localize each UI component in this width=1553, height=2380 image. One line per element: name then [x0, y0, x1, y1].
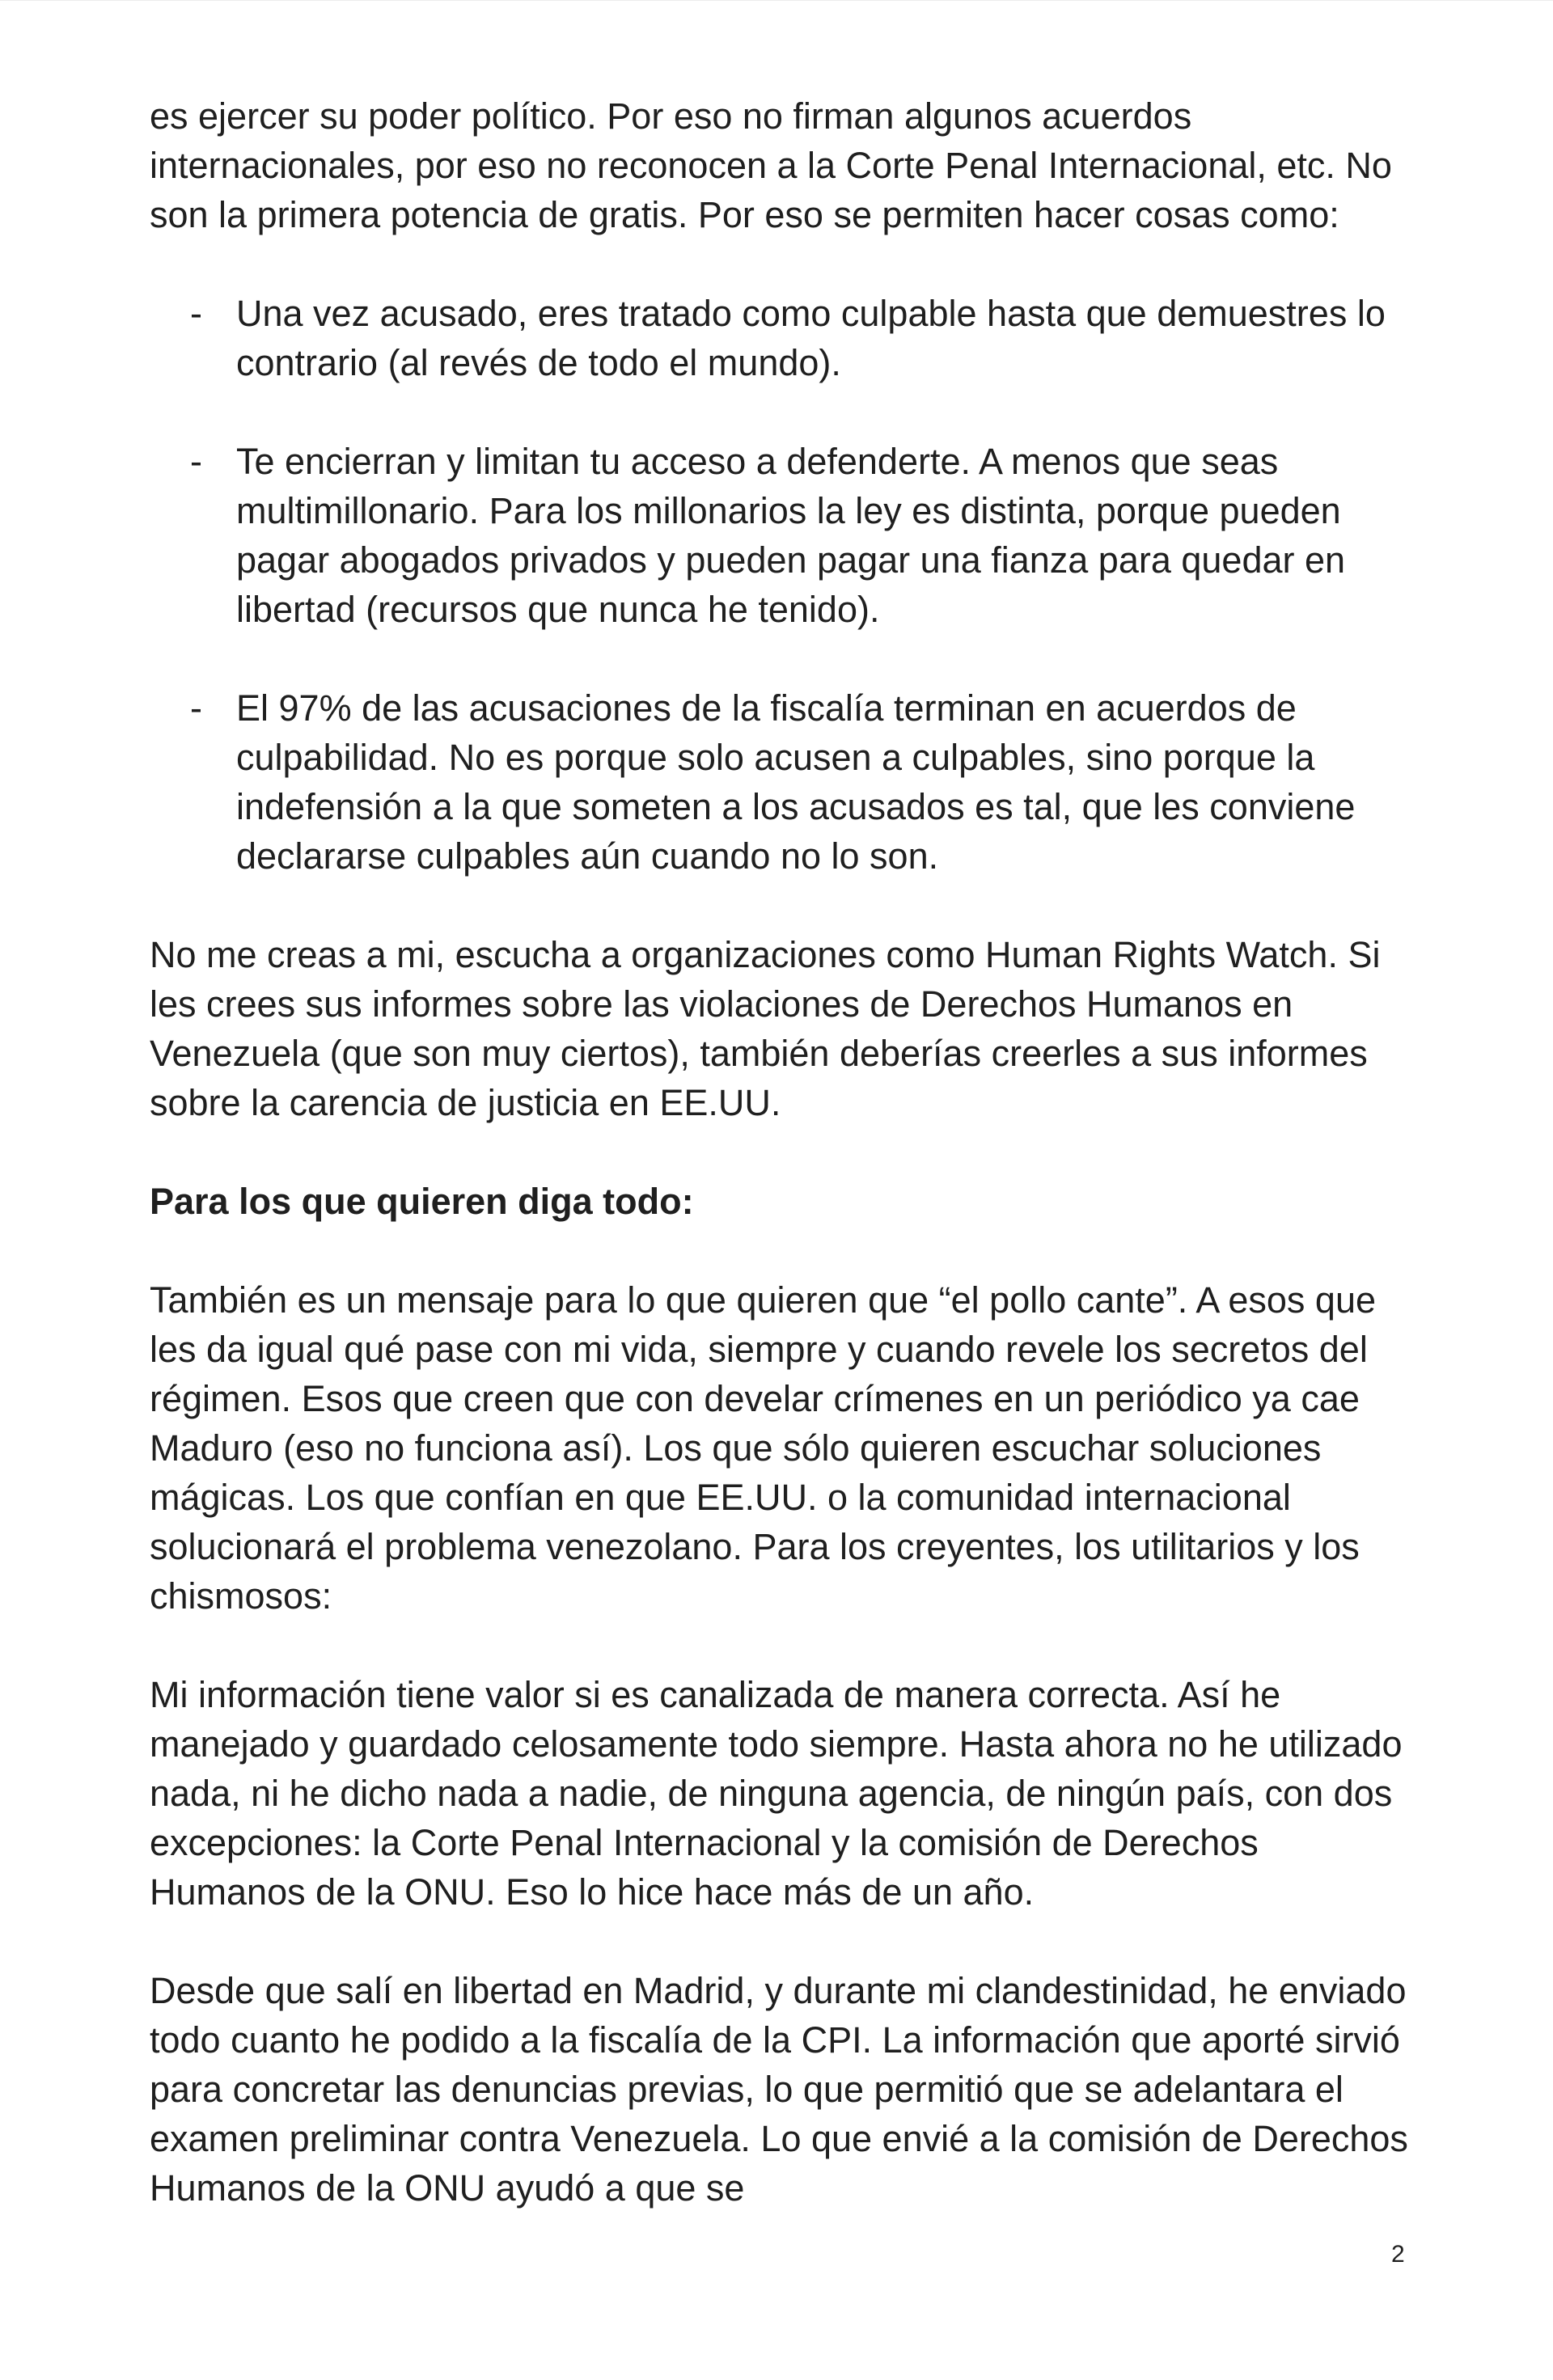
list-item: [150, 289, 1411, 387]
paragraph-human-rights-watch: No me creas a mi, escucha a organizaciones como Human Rights Watch. Si les crees sus informes sobre las violaciones de Derechos Humanos en Venezuela (que son muy ciertos), también deberías creerles a sus informes sobre la carencia de justicia en EE.UU.: [150, 934, 1381, 1123]
paragraph-pollo-cante: También es un mensaje para lo que quieren que “el pollo cante”. A esos que les da igual qué pase con mi vida, siempre y cuando revele los secretos del régimen. Esos que creen que con develar crímenes en un periódico ya cae Maduro (eso no funciona así). Los que sólo quieren escuchar soluciones mágicas. Los que confían en que EE.UU. o la comunidad internacional solucionará el problema venezolano. Para los creyentes, los utilitarios y los chismosos:: [150, 1279, 1377, 1617]
bullet-text: Te encierran y limitan tu acceso a defenderte. A menos que seas multimillonario. Para los millonarios la ley es distinta, porque pueden pagar abogados privados y pueden pagar una fianza para quedar en libertad (recursos que nunca he tenido).: [236, 441, 1346, 630]
list-item: [150, 437, 1411, 634]
bullet-marker: -: [190, 441, 202, 482]
list-item: [150, 683, 1411, 881]
bullet-list: [150, 289, 1411, 881]
section-heading: Para los que quieren diga todo:: [150, 1181, 694, 1222]
page-body: [150, 91, 1411, 2262]
bullet-marker: -: [190, 293, 202, 334]
paragraph-intro: es ejercer su poder político. Por eso no firman algunos acuerdos internacionales, por eso no reconocen a la Corte Penal Internacional, etc. No son la primera potencia de gratis. Por eso se permiten hacer cosas como:: [150, 95, 1392, 235]
bullet-text: El 97% de las acusaciones de la fiscalía terminan en acuerdos de culpabilidad. No es porque solo acusen a culpables, sino porque la indefensión a la que someten a los acusados es tal, que les conviene declararse culpables aún cuando no lo son.: [236, 687, 1356, 877]
paragraph-madrid: Desde que salí en libertad en Madrid, y durante mi clandestinidad, he enviado todo cuanto he podido a la fiscalía de la CPI. La información que aporté sirvió para concretar las denuncias previas, lo que permitió que se adelantara el examen preliminar contra Venezuela. Lo que envié a la comisión de Derechos Humanos de la ONU ayudó a que se: [150, 1970, 1408, 2209]
page-number: 2: [1391, 2241, 1405, 2268]
bullet-marker: -: [190, 687, 202, 729]
paragraph-informacion: Mi información tiene valor si es canalizada de manera correcta. Así he manejado y guardado celosamente todo siempre. Hasta ahora no he utilizado nada, ni he dicho nada a nadie, de ninguna agencia, de ningún país, con dos excepciones: la Corte Penal Internacional y la comisión de Derechos Humanos de la ONU. Eso lo hice hace más de un año.: [150, 1674, 1403, 1913]
bullet-text: Una vez acusado, eres tratado como culpable hasta que demuestres lo contrario (al revés de todo el mundo).: [236, 293, 1386, 383]
